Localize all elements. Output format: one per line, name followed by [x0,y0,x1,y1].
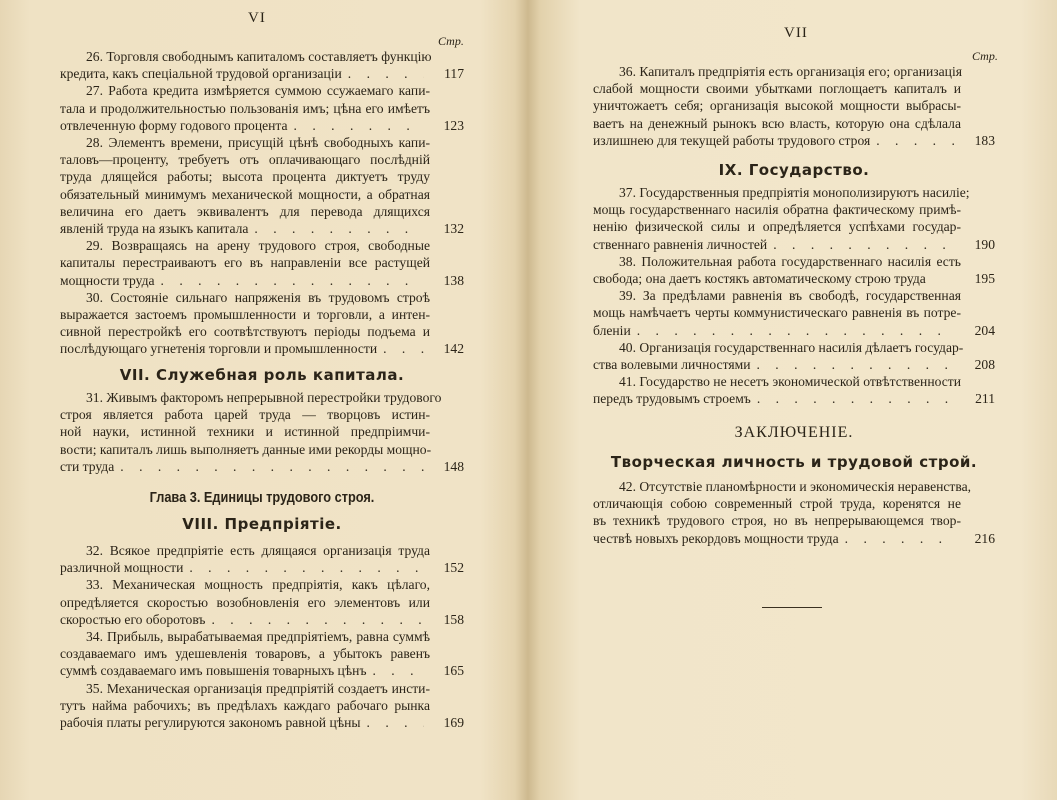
dot-leader [845,530,955,547]
entry-last-line [60,65,464,82]
conclusion-subheading: Творческая личность и трудовой строй. [610,453,978,471]
page-reference: 183 [974,132,995,148]
toc-entry [593,287,995,339]
entry-line: тутъ найма рабочихъ; въ предѣлахъ каждаго рабочаго рынка [60,697,430,713]
page-reference: 211 [975,391,995,407]
chapter-heading: Глава 3. Единицы трудового строя. [149,489,375,506]
toc-entry [60,237,464,289]
conclusion-heading: ЗАКЛЮЧЕНІЕ. [734,424,854,441]
entry-line: опредѣляется скоростью возобновленія его элементовъ или [60,594,430,610]
entry-line: явленій труда на языкъ капитала [60,221,249,237]
entry-last-line [60,272,464,289]
entry-line: мощности труда [60,272,155,288]
entry-line: 31. Живымъ факторомъ непрерывной перестройки трудового [86,390,442,405]
entry-line: 38. Положительная работа государственнаго насилія есть [619,253,961,269]
entry-line: капиталы перестраиваютъ его въ направленіи все растущей [60,255,430,271]
page-column-label: Стр. [972,49,998,63]
page-reference: 148 [443,458,464,474]
toc-entry [60,82,464,134]
toc-group [60,389,464,475]
entry-line: 29. Возвращаясь на арену трудового строя, свободные [86,238,430,254]
toc-entry [593,63,995,149]
entry-last-line [60,611,464,628]
entry-line: труда длящейся работы; высота процента диктуетъ труду [60,169,430,185]
entry-line: тала и продолжительностью пользованія имъ; цѣна его имѣетъ [60,100,430,116]
toc-entry [60,542,464,576]
entry-last-line [60,559,464,576]
page-number: VII [784,25,808,41]
dot-leader [372,662,424,679]
entry-line: сивной перестройкѣ его соотвѣтствуютъ періоды подъема и [60,324,430,340]
entry-line: 32. Всякое предпріятіе есть длящаяся организація труда [86,543,430,558]
entry-line: кредита, какъ спеціальной трудовой организаціи [60,66,342,82]
entry-line: выражается застоемъ промышленности и торговли, а интен- [60,307,430,323]
page-reference: 204 [974,322,995,338]
entry-line: сти труда [60,458,115,474]
entry-last-line [60,662,464,679]
page-reference: 208 [974,357,995,373]
toc-entry [593,184,995,253]
page-reference: 152 [443,560,464,576]
entry-line: ственнаго равненія личностей [593,236,768,252]
entry-line: въ техникѣ трудового строя, но въ непрерывающемся твор- [593,513,961,529]
toc-entry [60,134,464,237]
entry-line: послѣдующаго угнетенія торговли и промышленности [60,341,378,357]
toc-group [593,478,995,547]
entry-line: строя является работа царей труда — творцовъ истин- [60,407,430,423]
entry-last-line [593,132,995,149]
entry-line: 34. Прибыль, вырабатываемая предпріятіемъ, равна суммѣ [86,629,430,645]
dot-leader [189,559,424,576]
page-column-label: Стр. [438,34,464,48]
toc-entry [593,339,995,373]
section-heading: IX. Государство. [718,161,870,179]
entry-line: 37. Государственныя предпріятія монополизируютъ насиліе; [619,185,970,200]
entry-line: 39. За предѣлами равненія въ свободѣ, государственная [619,288,961,304]
toc-group [593,184,995,408]
page-reference: 165 [443,663,464,679]
section-heading: VII. Служебная роль капитала. [119,366,405,384]
toc-group [60,542,464,731]
entry-line: суммѣ создаваемаго имъ повышенія товарныхъ цѣнъ [60,663,367,679]
entry-line: ной науки, истинной техники и истинной предпріимчи- [60,424,430,440]
toc-entry [60,680,464,732]
entry-line: свобода; она даетъ костякъ автоматическому строю труда [593,271,926,287]
entry-line: бленіи [593,322,631,338]
entry-line: 30. Состояніе сильнаго напряженія въ трудовомъ строѣ [86,289,430,305]
entry-line: мощь государственнаго насилія обратна фактическому примѣ- [593,202,961,218]
entry-line: рабочія платы регулируются закономъ равной цѣны [60,715,361,731]
page-reference: 117 [444,66,464,82]
dot-leader [120,458,424,475]
entry-line: 41. Государство не несетъ экономической отвѣтственности [619,374,961,390]
entry-last-line [593,270,995,287]
entry-line: таловъ—проценту, требуетъ отъ оплачивающаго послѣдній [60,152,430,168]
entry-line: слабой мощности своими убытками поглощаетъ капиталъ и [593,81,961,97]
entry-last-line [593,530,995,547]
toc-group [593,63,995,149]
page-reference: 138 [443,272,464,288]
entry-line: мощь намѣчаетъ черты коммунистическаго равненія въ потре- [593,305,961,321]
dot-leader [757,390,955,407]
page-reference: 123 [443,117,464,133]
entry-line: отличающія собою современный строй труда, коренятся не [593,496,961,512]
entry-line: обязательный минимумъ механической мощности, а обратная [60,186,430,202]
entry-last-line [60,117,464,134]
dot-leader [773,236,955,253]
entry-line: величина его даетъ эквивалентъ для перевода длящихся [60,203,430,219]
toc-entry [593,478,995,547]
entry-last-line [60,220,464,237]
page-reference: 195 [974,271,995,287]
entry-line: 26. Торговля свободнымъ капиталомъ составляетъ функцію [86,49,432,64]
entry-line: 35. Механическая организація предпріятій создаетъ инсти- [86,680,430,696]
page-reference: 216 [974,530,995,546]
entry-line: различной мощности [60,560,184,576]
entry-line: уничтожаетъ себя; организація высокой мощности выбрасы- [593,98,961,114]
toc-entry [60,48,464,82]
entry-line: 33. Механическая мощность предпріятія, какъ цѣлаго, [86,577,430,593]
entry-line: ваетъ на денежный рынокъ всю власть, которую она сдѣлала [593,115,961,131]
entry-last-line [593,356,995,373]
dot-leader [876,132,955,149]
dot-leader [211,611,424,628]
entry-last-line [593,236,995,253]
page-reference: 169 [443,715,464,731]
toc-group [60,48,464,358]
page-reference: 142 [443,341,464,357]
dot-leader [161,272,424,289]
toc-entry [60,389,464,475]
entry-line: отвлеченную форму годового процента [60,117,288,133]
toc-entry [60,576,464,628]
section-heading: VIII. Предпріятіе. [182,515,342,533]
divider [762,607,822,608]
entry-line: 28. Элементъ времени, присущій цѣнѣ свободныхъ капи- [86,135,430,151]
dot-leader [348,65,424,82]
entry-line: скоростью его оборотовъ [60,611,206,627]
entry-last-line [593,390,995,407]
toc-entry [60,628,464,680]
entry-line: вости; капиталъ лишь выполняетъ данные ими рекорды мощно- [60,441,432,457]
entry-last-line [593,322,995,339]
dot-leader [254,220,424,237]
dot-leader [367,714,424,731]
entry-line: 42. Отсутствіе планомѣрности и экономическія неравенства, [619,479,972,494]
dot-leader [756,356,955,373]
page-reference: 132 [443,221,464,237]
entry-line: ства волевыми личностями [593,357,751,373]
entry-line: передъ трудовымъ строемъ [593,391,751,407]
toc-entry [593,373,995,407]
entry-line: создаваемаго имъ удешевленія товаровъ, а убытокъ равенъ [60,646,430,662]
entry-line: излишнею для текущей работы трудового строя [593,132,871,148]
page-reference: 190 [974,236,995,252]
toc-entry [593,253,995,287]
entry-last-line [60,714,464,731]
dot-leader [383,340,424,357]
dot-leader [294,117,424,134]
dot-leader [637,322,955,339]
entry-line: чествѣ новыхъ рекордовъ мощности труда [593,530,839,546]
entry-line: 27. Работа кредита измѣряется суммою ссужаемаго капи- [86,83,430,99]
page-number: VI [248,10,266,26]
toc-entry [60,289,464,358]
entry-line: 40. Организація государственнаго насилія дѣлаетъ государ- [619,339,964,355]
page-reference: 158 [443,611,464,627]
entry-line: ненію физической силы и опредѣляется успѣхами государ- [593,219,961,235]
entry-last-line [60,340,464,357]
entry-line: 36. Капиталъ предпріятія есть организація его; организація [619,64,962,79]
entry-last-line [60,458,464,475]
